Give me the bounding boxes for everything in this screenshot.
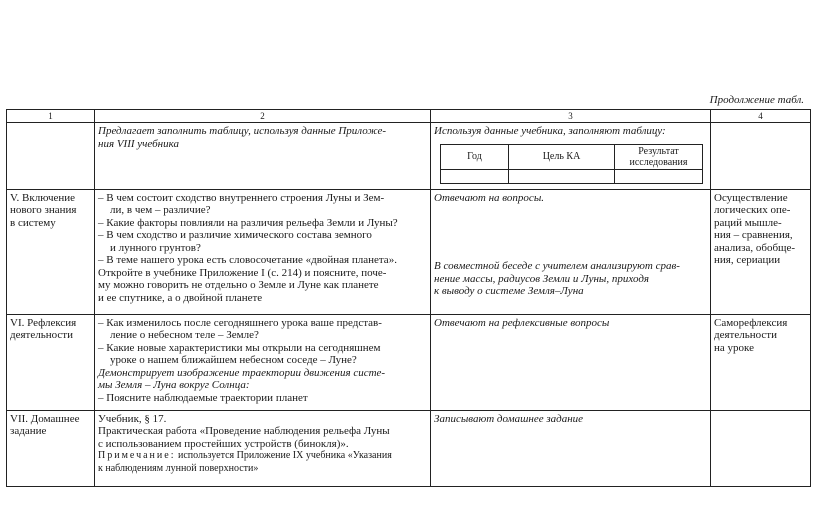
text-line: Используя данные учебника, заполняют таблицу: [434, 125, 666, 137]
column-number-row [7, 110, 811, 123]
text-line: логических опе- [714, 204, 791, 216]
text-line: Демонстрирует изображение траектории движения систе- [98, 366, 386, 379]
stage-cell [7, 410, 95, 486]
text-line: му можно говорить не отдельно о Земле и Луне как планете [98, 279, 379, 291]
text-line: ния VIII учебника [98, 137, 180, 150]
students-cell [431, 189, 711, 314]
inner-blank-cell [509, 169, 615, 183]
text-line: ли, в чем – различие? [110, 204, 211, 216]
inner-header-year: Год [441, 144, 509, 169]
inner-header-result: Результат исследования [615, 144, 703, 169]
text-line: Осуществление [714, 191, 788, 204]
column-number: 3 [431, 110, 711, 123]
text-line: ния – сравнения, [714, 229, 793, 241]
inner-blank-cell [615, 169, 703, 183]
text-line: мы Земля – Луна вокруг Солнца: [98, 379, 250, 391]
text-line: – Какие факторы повлияли на различия рельефа Земли и Луны? [98, 216, 398, 229]
result-cell-empty [711, 410, 811, 486]
text-line: деятельности [714, 329, 777, 341]
text-line: и ее спутнике, а о двойной планете [98, 291, 263, 304]
satellite-table [440, 144, 703, 184]
result-cell [711, 189, 811, 314]
teacher-cell [95, 189, 431, 314]
text-line: уроке о нашем ближайшем небесном соседе – Луне? [110, 354, 357, 366]
result-cell [711, 314, 811, 410]
stage-row-vi [7, 314, 811, 410]
text-line: ление о небесном теле – Земле? [110, 329, 259, 341]
text-line: – Поясните наблюдаемые траектории планет [98, 391, 308, 404]
result-cell-empty [711, 123, 811, 190]
note-label: Примечание: [98, 450, 176, 461]
stage-line: деятельности [10, 329, 73, 341]
task-row [7, 123, 811, 190]
text-line: В совместной беседе с учителем анализируют срав- [434, 260, 680, 272]
text-line: нение массы, радиусов Земли и Луны, приходя [434, 272, 649, 285]
column-number: 1 [7, 110, 95, 123]
stage-cell [7, 314, 95, 410]
stage-line: VII. Домашнее [10, 412, 80, 425]
text-line: анализа, обобще- [714, 241, 796, 254]
text-line: Отвечают на вопросы. [434, 191, 545, 204]
teacher-cell [95, 410, 431, 486]
stage-line: задание [10, 425, 47, 437]
text-line: ния, сериации [714, 254, 781, 266]
students-cell [431, 410, 711, 486]
text-line: Практическая работа «Проведение наблюдения рельефа Луны [98, 425, 390, 437]
note-text: используется Приложение IX учебника «Указания [177, 450, 392, 461]
column-number: 2 [95, 110, 431, 123]
text-line: – В теме нашего урока есть словосочетание «двойная планета». [98, 254, 397, 266]
text-line: и лунного грунтов? [110, 241, 201, 254]
note-line: к наблюдениям лунной поверхности» [98, 462, 259, 474]
lesson-table [6, 109, 811, 487]
text-line: Саморефлексия [714, 316, 788, 329]
text-line: Записывают домашнее задание [434, 412, 584, 425]
text-line: Предлагает заполнить таблицу, используя данные Приложе- [98, 125, 387, 137]
stage-line: в систему [10, 216, 56, 229]
text-line: с использованием простейших устройств (бинокля)». [98, 437, 349, 450]
stage-cell-empty [7, 123, 95, 190]
text-line: – Как изменилось после сегодняшнего урока ваше представ- [98, 316, 382, 329]
note-line [98, 450, 427, 463]
text-line: к выводу о системе Земля–Луна [434, 285, 584, 297]
inner-blank-cell [441, 169, 509, 183]
stage-line: VI. Рефлексия [10, 316, 77, 329]
text-line: – В чем состоит сходство внутреннего строения Луны и Зем- [98, 191, 385, 204]
stage-cell [7, 189, 95, 314]
text-line: раций мышле- [714, 216, 782, 229]
inner-header-goal: Цель КА [509, 144, 615, 169]
stage-row-vii [7, 410, 811, 486]
students-cell [431, 123, 711, 190]
text-line: на уроке [714, 341, 754, 354]
text-line: – В чем сходство и различие химического состава земного [98, 229, 372, 241]
stage-row-v [7, 189, 811, 314]
text-line: Отвечают на рефлексивные вопросы [434, 316, 610, 329]
text-line: – Какие новые характеристики мы открыли на сегодняшнем [98, 341, 381, 354]
text-line: Учебник, § 17. [98, 412, 167, 425]
teacher-cell [95, 123, 431, 190]
stage-line: V. Включение [10, 191, 76, 204]
students-cell [431, 314, 711, 410]
text-line: Откройте в учебнике Приложение I (с. 214) и поясните, поче- [98, 266, 387, 279]
teacher-cell [95, 314, 431, 410]
column-number: 4 [711, 110, 811, 123]
continued-label: Продолжение табл. [709, 94, 804, 106]
stage-line: нового знания [10, 204, 77, 216]
